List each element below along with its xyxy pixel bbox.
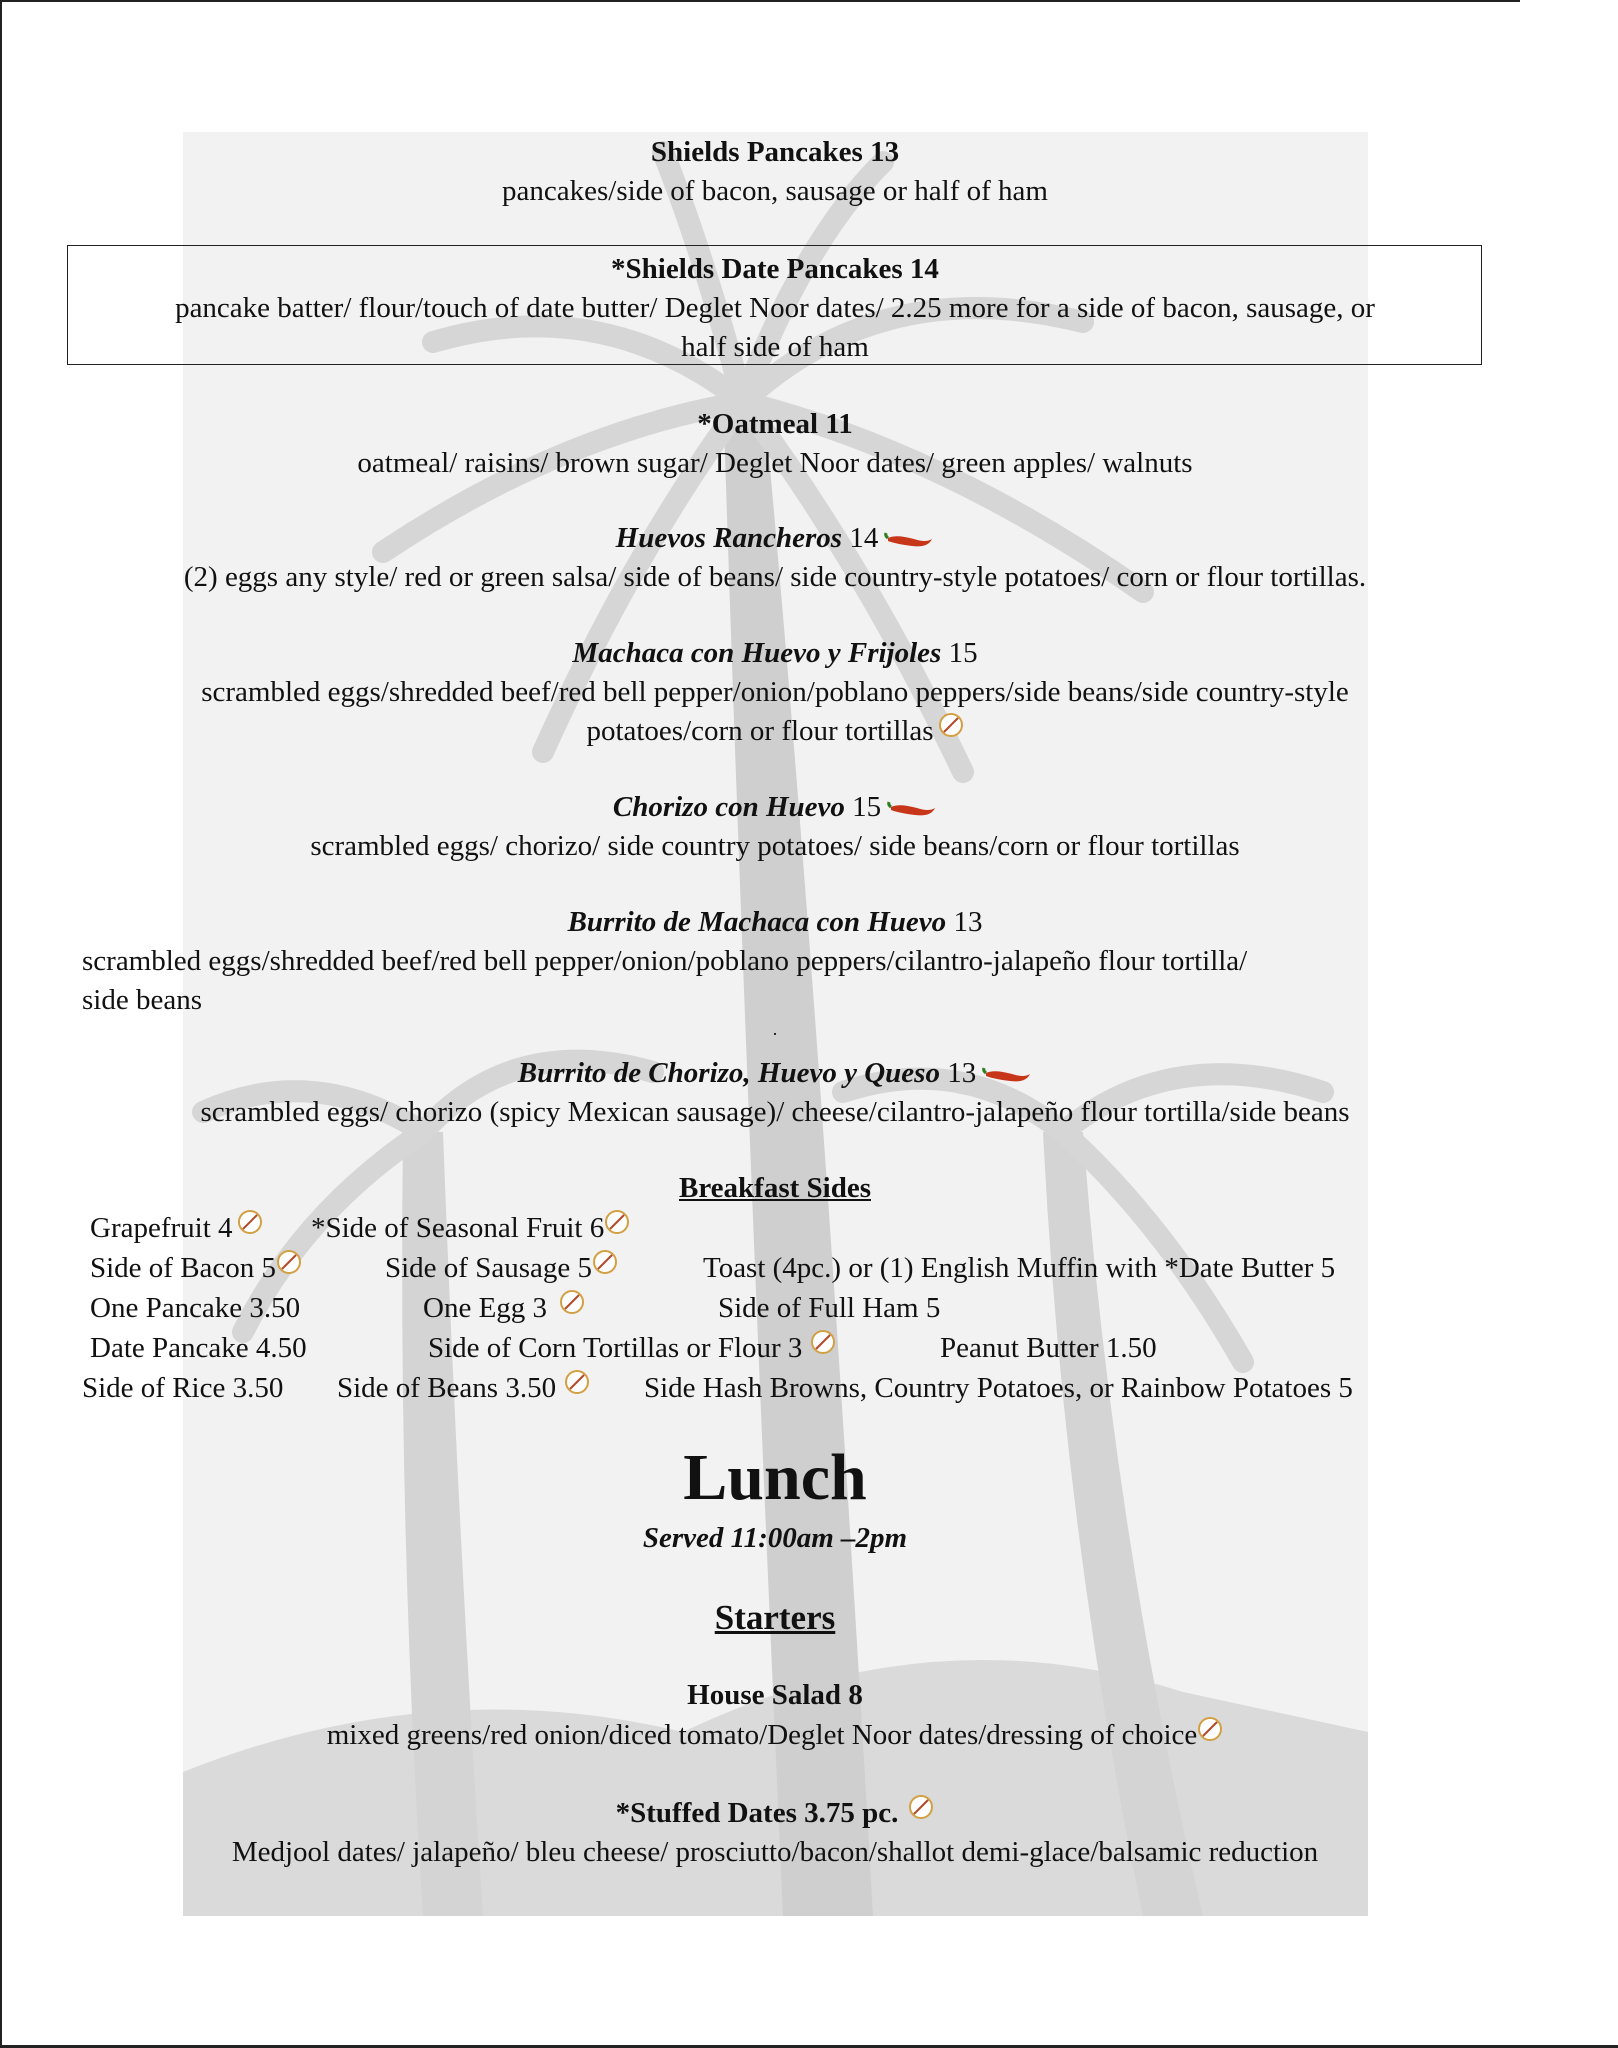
item-description: pancake batter/ flour/touch of date butter/ Deglet Noor dates/ 2.25 more for a side of bacon, sausage, or: [175, 292, 1375, 324]
section-title-breakfast-sides: Breakfast Sides: [678, 1172, 871, 1204]
item-description: pancakes/side of bacon, sausage or half of ham: [502, 175, 1048, 207]
lunch-hours: Served 11:00am –2pm: [642, 1522, 908, 1554]
gluten-free-icon: [1197, 1716, 1223, 1742]
item-name: Shields Pancakes 13: [650, 136, 900, 168]
item-description: oatmeal/ raisins/ brown sugar/ Deglet Noor dates/ green apples/ walnuts: [357, 447, 1193, 479]
item-description: side beans: [82, 984, 202, 1016]
chili-pepper-icon: [887, 799, 937, 819]
item-name: Burrito de Machaca con Huevo: [567, 906, 947, 938]
item-heading: [0, 788, 1550, 827]
stray-dot: .: [772, 1019, 778, 1039]
item-heading: [0, 903, 1550, 942]
side-item: Side of Full Ham 5: [718, 1292, 941, 1324]
side-item: Grapefruit 4: [90, 1212, 233, 1244]
item-price: 15: [844, 791, 882, 823]
item-description: (2) eggs any style/ red or green salsa/ side of beans/ side country-style potatoes/ corn or flour tortillas.: [183, 561, 1367, 593]
gluten-free-icon: [276, 1249, 302, 1275]
side-item: *Side of Seasonal Fruit 6: [311, 1212, 605, 1244]
side-item: Side of Bacon 5: [90, 1252, 277, 1284]
side-item: Side of Beans 3.50: [337, 1372, 557, 1404]
side-item: Date Pancake 4.50: [90, 1332, 307, 1364]
item-heading: [0, 519, 1550, 558]
side-item: Side of Rice 3.50: [82, 1372, 284, 1404]
side-item: Peanut Butter 1.50: [940, 1332, 1157, 1364]
item-price: 13: [939, 1057, 977, 1089]
item-description-line: [0, 1716, 1550, 1755]
section-title-lunch: Lunch: [683, 1441, 867, 1514]
side-item: Side of Sausage 5: [385, 1252, 592, 1284]
item-heading: [0, 1054, 1550, 1093]
item-description-line: [0, 712, 1550, 751]
sides-row: [0, 1289, 1550, 1329]
item-description: scrambled eggs/ chorizo (spicy Mexican sausage)/ cheese/cilantro-jalapeño flour tortilla/side beans: [200, 1096, 1350, 1128]
gluten-free-icon: [938, 712, 964, 738]
item-description: scrambled eggs/shredded beef/red bell pepper/onion/poblano peppers/side beans/side country-style: [201, 676, 1349, 708]
sides-row: [0, 1369, 1550, 1409]
item-name: Chorizo con Huevo: [612, 791, 845, 823]
item-name: Huevos Rancheros: [615, 522, 843, 554]
item-heading: [0, 1794, 1550, 1833]
gluten-free-icon: [237, 1209, 263, 1235]
sides-row: [0, 1209, 1550, 1249]
gluten-free-icon: [908, 1794, 934, 1820]
gluten-free-icon: [810, 1329, 836, 1355]
item-price: 13: [946, 906, 983, 938]
item-name: Burrito de Chorizo, Huevo y Queso: [517, 1057, 940, 1089]
item-name: House Salad 8: [687, 1679, 863, 1711]
chili-pepper-icon: [982, 1065, 1032, 1085]
item-price: 15: [941, 637, 978, 669]
gluten-free-icon: [604, 1209, 630, 1235]
side-item: One Pancake 3.50: [90, 1292, 301, 1324]
item-name: *Oatmeal 11: [697, 408, 853, 440]
side-item: Side Hash Browns, Country Potatoes, or Rainbow Potatoes 5: [644, 1372, 1353, 1404]
section-title-starters: Starters: [714, 1598, 836, 1637]
gluten-free-icon: [564, 1369, 590, 1395]
item-description: scrambled eggs/shredded beef/red bell pepper/onion/poblano peppers/cilantro-jalapeño flour tortilla/: [82, 945, 1248, 977]
item-name: *Shields Date Pancakes 14: [611, 253, 939, 285]
side-item: One Egg 3: [423, 1292, 548, 1324]
side-item: Side of Corn Tortillas or Flour 3: [428, 1332, 803, 1364]
item-heading: [0, 634, 1550, 673]
item-description: scrambled eggs/ chorizo/ side country potatoes/ side beans/corn or flour tortillas: [310, 830, 1240, 862]
item-price: 14: [842, 522, 879, 554]
sides-row: [0, 1329, 1550, 1369]
gluten-free-icon: [592, 1249, 618, 1275]
item-description: mixed greens/red onion/diced tomato/Deglet Noor dates/dressing of choice: [326, 1719, 1198, 1751]
sides-row: [0, 1249, 1550, 1289]
item-description: half side of ham: [681, 331, 869, 363]
item-description: Medjool dates/ jalapeño/ bleu cheese/ prosciutto/bacon/shallot demi-glace/balsamic reduction: [231, 1836, 1319, 1868]
item-name: *Stuffed Dates 3.75 pc.: [615, 1797, 899, 1829]
chili-pepper-icon: [884, 530, 934, 550]
item-description: potatoes/corn or flour tortillas: [586, 715, 934, 747]
side-item: Toast (4pc.) or (1) English Muffin with *Date Butter 5: [703, 1252, 1336, 1284]
item-name: Machaca con Huevo y Frijoles: [572, 637, 942, 669]
gluten-free-icon: [559, 1289, 585, 1315]
